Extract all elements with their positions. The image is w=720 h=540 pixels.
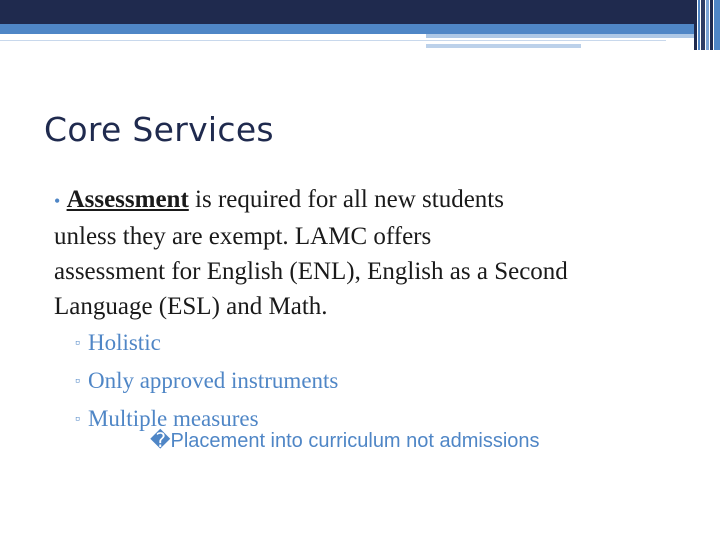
- sub-sub-bullet: �Placement into curriculum not admissions: [150, 430, 540, 452]
- square-bullet-icon: ▫: [75, 336, 80, 351]
- banner-light-bar-2: [426, 44, 581, 48]
- banner-stripe: [710, 0, 713, 50]
- banner-blue-bar: [0, 24, 694, 34]
- main-text-line-3: assessment for English (ENL), English as a Second: [54, 258, 568, 285]
- banner-stripe: [706, 0, 709, 50]
- sub-bullet-label: Only approved instruments: [87, 368, 339, 393]
- banner-light-bar: [426, 34, 694, 38]
- square-bullet-icon: ▫: [75, 374, 80, 389]
- main-text-line-4: Language (ESL) and Math.: [54, 293, 328, 320]
- banner-stripe: [698, 0, 700, 50]
- sub-bullet-list: [75, 326, 338, 440]
- banner-stripe: [714, 0, 720, 50]
- bullet-icon: •: [54, 191, 61, 211]
- sub-bullet-item: [75, 326, 338, 364]
- sub-bullet-item: [75, 364, 338, 402]
- square-bullet-icon: ▫: [75, 412, 80, 427]
- main-bullet: [54, 182, 694, 324]
- banner-stripe: [694, 0, 697, 50]
- banner-thin-line: [0, 40, 666, 41]
- banner-navy-bar: [0, 0, 694, 24]
- bold-term: Assessment: [66, 186, 189, 213]
- main-text-line-1: is required for all new students: [188, 186, 504, 213]
- sub-bullet-label: Multiple measures: [87, 406, 259, 431]
- main-text-line-2: unless they are exempt. LAMC offers: [54, 223, 432, 250]
- banner-stripe: [701, 0, 705, 50]
- sub-bullet-label: Holistic: [87, 330, 161, 355]
- header-banner: [0, 0, 720, 50]
- slide-title: Core Services: [44, 110, 274, 149]
